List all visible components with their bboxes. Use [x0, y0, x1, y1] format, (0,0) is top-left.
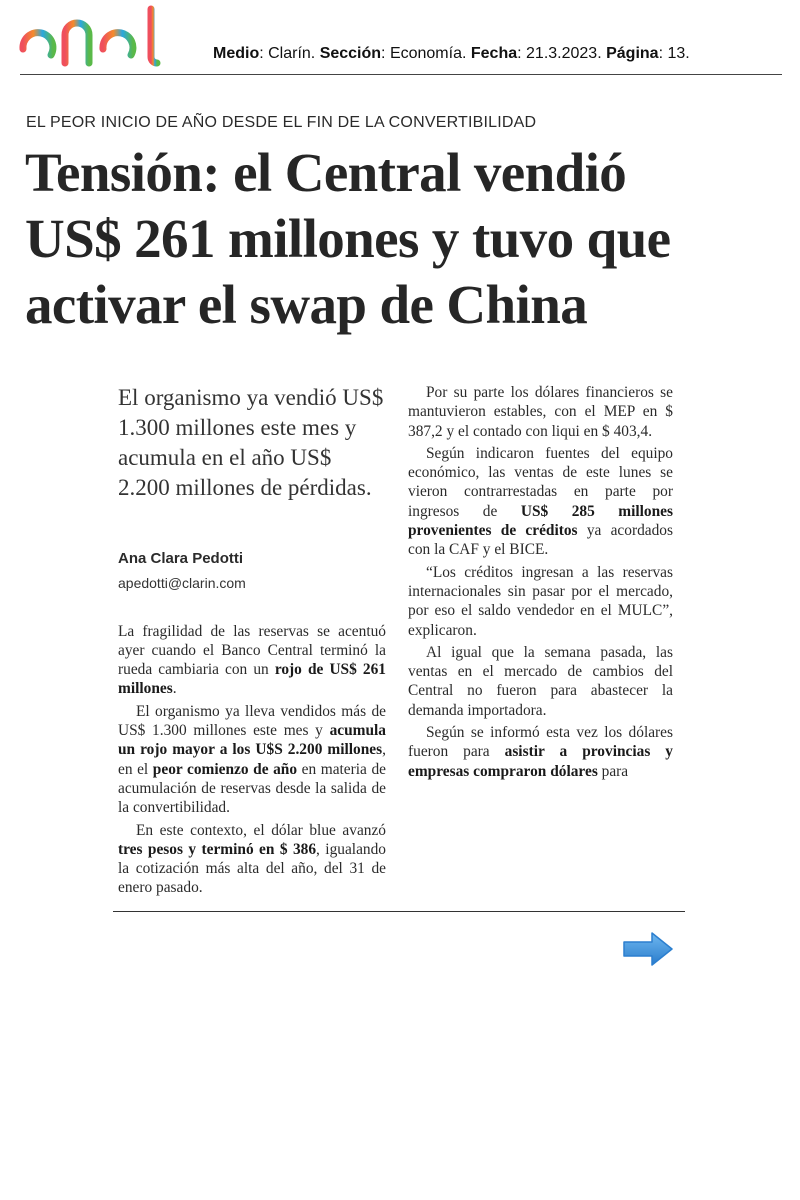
right-arrow-icon[interactable]	[622, 930, 674, 968]
seccion-value: Economía.	[389, 45, 467, 62]
author-name: Ana Clara Pedotti	[118, 550, 244, 567]
medio-value: Clarín.	[268, 45, 316, 62]
author-email: apedotti@clarin.com	[118, 575, 246, 592]
article-headline	[25, 140, 795, 338]
headline-line: Tensión: el Central vendió	[25, 142, 627, 203]
footer-divider	[113, 911, 685, 912]
pagina-label: Página	[606, 45, 659, 62]
paragraph: Por su parte los dólares financieros se mantuvieron estables, con el MEP en $ 387,2 y el contado con liqui en $ 403,4.	[408, 384, 673, 440]
article-kicker: EL PEOR INICIO DE AÑO DESDE EL FIN DE LA CONVERTIBILIDAD	[26, 114, 537, 131]
header-divider	[20, 74, 782, 75]
medio-label: Medio	[213, 45, 260, 62]
fecha-label: Fecha	[470, 45, 518, 62]
paragraph: La fragilidad de las reservas se acentuó ayer cuando el Banco Central terminó la rueda cambiaria con un rojo de US$ 261 millones.	[118, 622, 386, 698]
paragraph: Según se informó esta vez los dólares fueron para asistir a provincias y empresas compraron dólares para	[408, 724, 673, 780]
article-column-right	[408, 383, 673, 781]
article-deck: El organismo ya vendió US$ 1.300 millones este mes y acumula en el año US$ 2.200 millones de pérdidas.	[118, 385, 384, 500]
headline-line: activar el swap de China	[25, 274, 588, 335]
pagina-value: 13.	[667, 45, 690, 62]
paragraph: En este contexto, el dólar blue avanzó tres pesos y terminó en $ 386, igualando la cotización más alta del año, del 31 de enero pasado.	[118, 821, 386, 897]
paragraph: Según indicaron fuentes del equipo económico, las ventas de este lunes se vieron contrarrestadas en parte por ingresos de US$ 285 millones provenientes de créditos ya acordados con la CAF y el BICE.	[408, 444, 673, 559]
paragraph: Al igual que la semana pasada, las ventas en el mercado de cambios del Central no fueron para abastecer la demanda importadora.	[408, 643, 673, 719]
source-metadata: Medio: Clarín. Sección: Economía. Fecha: 21.3.2023. Página: 13.	[213, 45, 690, 62]
headline-line: US$ 261 millones y tuvo que	[25, 208, 671, 269]
paragraph: “Los créditos ingresan a las reservas internacionales sin pasar por el mercado, por eso el saldo vendedor en el MULC”, explicaron.	[408, 563, 673, 639]
article-column-left	[118, 383, 386, 898]
seccion-label: Sección	[319, 45, 382, 62]
enel-logo	[15, 5, 180, 67]
paragraph: El organismo ya lleva vendidos más de US$ 1.300 millones este mes y acumula un rojo mayor a los U$S 2.200 millones, en el peor comienzo de año en materia de acumulación de reservas desde la salida de la convertibilidad.	[118, 702, 386, 817]
fecha-value: 21.3.2023.	[526, 45, 602, 62]
